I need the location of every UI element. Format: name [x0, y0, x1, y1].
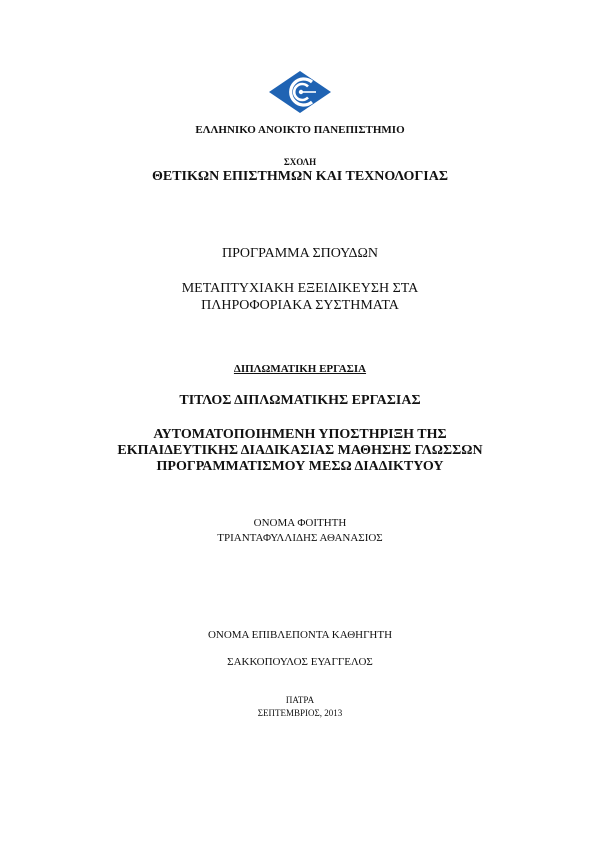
- program-line-2: ΠΛΗΡΟΦΟΡΙΑΚΑ ΣΥΣΤΗΜΑΤΑ: [201, 298, 399, 313]
- date: ΣΕΠΤΕΜΒΡΙΟΣ, 2013: [257, 708, 343, 718]
- university-name: ΕΛΛΗΝΙΚΟ ΑΝΟΙΚΤΟ ΠΑΝΕΠΙΣΤΗΜΙΟ: [195, 124, 405, 136]
- supervisor-name: ΣΑΚΚΟΠΟΥΛΟΣ ΕΥΑΓΓΕΛΟΣ: [227, 656, 373, 668]
- thesis-title-label: ΤΙΤΛΟΣ ΔΙΠΛΩΜΑΤΙΚΗΣ ΕΡΓΑΣΙΑΣ: [179, 393, 421, 408]
- university-logo-icon: [268, 70, 332, 114]
- school-name: ΘΕΤΙΚΩΝ ΕΠΙΣΤΗΜΩΝ ΚΑΙ ΤΕΧΝΟΛΟΓΙΑΣ: [151, 169, 448, 184]
- student-name: ΤΡΙΑΝΤΑΦΥΛΛΙΔΗΣ ΑΘΑΝΑΣΙΟΣ: [217, 532, 383, 544]
- thesis-label: ΔΙΠΛΩΜΑΤΙΚΗ ΕΡΓΑΣΙΑ: [233, 363, 367, 375]
- city: ΠΑΤΡΑ: [285, 695, 315, 705]
- student-label: ΟΝΟΜΑ ΦΟΙΤΗΤΗ: [253, 517, 347, 529]
- thesis-title-line-1: ΑΥΤΟΜΑΤΟΠΟΙΗΜΕΝΗ ΥΠΟΣΤΗΡΙΞΗ ΤΗΣ: [153, 427, 447, 442]
- program-line-1: ΜΕΤΑΠΤΥΧΙΑΚΗ ΕΞΕΙΔΙΚΕΥΣΗ ΣΤΑ: [181, 281, 419, 296]
- supervisor-label: ΟΝΟΜΑ ΕΠΙΒΛΕΠΟΝΤΑ ΚΑΘΗΓΗΤΗ: [207, 629, 393, 641]
- thesis-title-line-2: ΕΚΠΑΙΔΕΥΤΙΚΗΣ ΔΙΑΔΙΚΑΣΙΑΣ ΜΑΘΗΣΗΣ ΓΛΩΣΣΩΝ: [117, 443, 483, 458]
- thesis-title-line-3: ΠΡΟΓΡΑΜΜΑΤΙΣΜΟΥ ΜΕΣΩ ΔΙΑΔΙΚΤΥΟΥ: [156, 459, 444, 474]
- school-label: ΣΧΟΛΗ: [283, 157, 317, 167]
- program-label: ΠΡΟΓΡΑΜΜΑ ΣΠΟΥΔΩΝ: [221, 246, 378, 261]
